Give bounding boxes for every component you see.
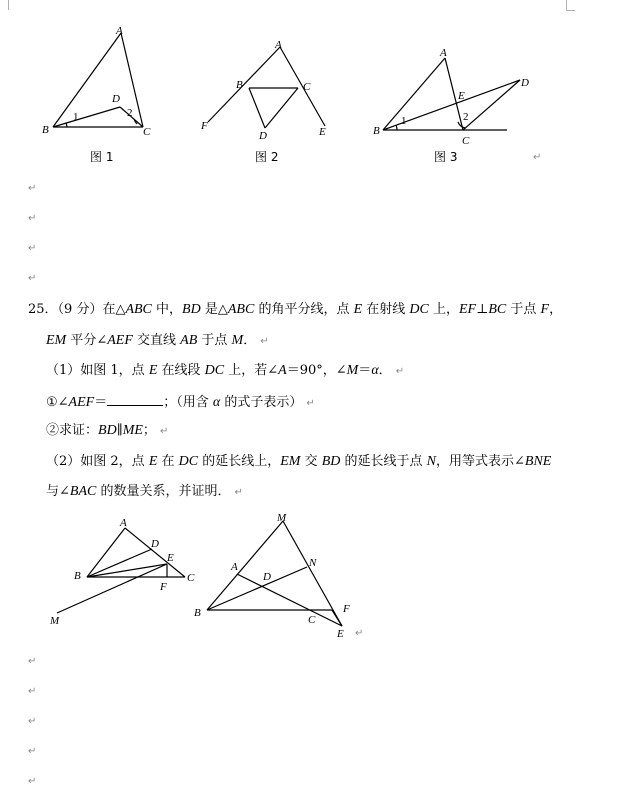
q1-prefix: ①∠	[46, 395, 69, 410]
problem-part-2-cont-text	[46, 484, 231, 499]
figb1-label-d: D	[151, 538, 159, 550]
return-mark: ↵	[28, 716, 37, 727]
text-run: ．	[243, 333, 257, 348]
text-run: ；	[142, 423, 156, 438]
math-var: M	[346, 363, 359, 378]
text-run: 在△	[102, 302, 126, 317]
figb1-label-a: A	[120, 517, 127, 529]
math-var: EM	[280, 454, 301, 469]
math-var: DC	[204, 363, 225, 378]
return-mark: ↵	[28, 776, 37, 787]
return-mark: ↵	[28, 243, 37, 254]
figb1-label-c: C	[187, 572, 195, 584]
figb2-label-b: B	[194, 607, 201, 619]
figb1-label-m: M	[50, 615, 60, 627]
figb2-label-m: M	[277, 512, 287, 524]
math-var: BNE	[524, 454, 552, 469]
math-var: AB	[180, 333, 198, 348]
fig3-label-b: B	[373, 125, 380, 137]
return-mark: ↵	[395, 366, 405, 377]
return-mark: ↵	[260, 336, 269, 347]
figb2-label-a: A	[231, 561, 238, 573]
text-run: ②求证：	[46, 423, 99, 438]
problem-part-2	[46, 454, 551, 470]
text-run: 交	[300, 454, 322, 469]
return-mark: ↵	[234, 487, 243, 498]
page-corner-left	[0, 0, 9, 10]
fig1-label-d: D	[112, 93, 120, 105]
figb2-label-c: C	[308, 614, 316, 626]
text-run: 上，	[428, 302, 459, 317]
fig2-caption: 图 2	[255, 150, 279, 164]
math-var: M	[231, 333, 244, 348]
math-var: BC	[488, 302, 507, 317]
problem-number: 25．	[28, 302, 58, 317]
q1-end: 的式子表示）	[220, 395, 303, 410]
figb2-label-n: N	[309, 557, 317, 569]
math-var: A	[278, 363, 287, 378]
text-run: 在线段	[157, 363, 205, 378]
figb1-label-f: F	[160, 581, 167, 593]
q1-var: AEF	[68, 395, 95, 410]
fig3-angle-2: 2	[463, 111, 469, 123]
q1-alpha: α	[212, 395, 221, 410]
math-var: ABC	[227, 302, 255, 317]
return-mark: ↵	[28, 273, 37, 284]
math-var: EM	[46, 333, 67, 348]
fig2-label-b: B	[236, 79, 243, 91]
math-var: α	[371, 363, 379, 378]
q2-text	[46, 423, 156, 438]
problem-part-1-q2	[46, 423, 168, 440]
figb1-label-b: B	[74, 570, 81, 582]
return-mark: ↵	[306, 398, 315, 409]
math-var: BAC	[69, 484, 97, 499]
problem-score: （9 分）	[57, 302, 103, 317]
q1-suffix: ；（用含	[163, 395, 213, 410]
text-run: 于点	[506, 302, 541, 317]
math-var: E	[148, 363, 158, 378]
return-mark: ↵	[28, 213, 37, 224]
fig2-label-c: C	[303, 81, 311, 93]
math-var: BD	[98, 423, 117, 438]
text-run: 于点	[197, 333, 232, 348]
return-mark: ↵	[159, 426, 169, 437]
math-var: ABC	[125, 302, 152, 317]
figb2-label-f: F	[343, 603, 350, 615]
q1-eq: ＝	[94, 395, 108, 410]
return-mark: ↵	[28, 656, 37, 667]
fig3-angle-1: 1	[401, 115, 407, 127]
math-var: DC	[178, 454, 199, 469]
fig1-label-b: B	[42, 124, 49, 136]
text-run: ＝	[358, 363, 372, 378]
problem-part-1-text	[46, 363, 392, 378]
math-var: F	[540, 302, 550, 317]
problem-part-2-cont	[46, 484, 243, 501]
return-mark: ↵	[533, 152, 542, 163]
math-var: BD	[321, 454, 341, 469]
figb2-label-e: E	[337, 628, 344, 640]
fig2-label-e: E	[319, 126, 326, 138]
figure-1	[40, 20, 170, 145]
fig1-label-c: C	[143, 126, 151, 138]
problem-line-2-text	[46, 333, 256, 348]
math-var: E	[148, 454, 158, 469]
text-run: 是△	[200, 302, 228, 317]
fig3-caption: 图 3	[434, 150, 458, 164]
problem-part-1	[46, 363, 404, 380]
text-run: 上，若∠	[224, 363, 279, 378]
problem-part-2-text	[46, 454, 551, 469]
text-run: 交直线	[132, 333, 181, 348]
text-run: 平分∠	[66, 333, 108, 348]
page-corner-right	[566, 0, 575, 11]
text-run: 的延长线上，	[198, 454, 281, 469]
figb1-label-e: E	[167, 552, 174, 564]
text-run: ＝90°，∠	[286, 363, 347, 378]
figure-bottom-1	[40, 513, 200, 628]
fig1-caption: 图 1	[90, 150, 114, 164]
problem-part-1-q1	[46, 393, 315, 412]
fig3-label-a: A	[440, 47, 447, 59]
return-mark: ↵	[28, 686, 37, 697]
math-var: BD	[182, 302, 201, 317]
text-run: 在	[157, 454, 179, 469]
fig2-label-d: D	[259, 130, 267, 142]
text-run: （1）如图 1，点	[46, 363, 149, 378]
text-run: 的延长线于点	[340, 454, 427, 469]
return-mark: ↵	[355, 628, 364, 639]
problem-line-1-text	[102, 302, 562, 317]
fig1-angle-2: 2	[127, 107, 133, 119]
text-run: 的数量关系，并证明．	[96, 484, 231, 499]
text-run: ，	[549, 302, 563, 317]
fig1-label-a: A	[116, 25, 123, 37]
fig3-label-e: E	[458, 90, 465, 102]
problem-line-1	[28, 302, 562, 318]
figure-bottom-2	[190, 508, 365, 643]
return-mark: ↵	[28, 183, 37, 194]
text-run: ⊥	[476, 302, 489, 317]
fig3-label-d: D	[521, 77, 529, 89]
text-run: 的角平分线，点	[254, 302, 354, 317]
text-run: 与∠	[46, 484, 70, 499]
math-var: ME	[122, 423, 143, 438]
text-run: 在射线	[362, 302, 410, 317]
math-var: DC	[409, 302, 429, 317]
math-var: N	[426, 454, 436, 469]
text-run: （2）如图 2，点	[46, 454, 149, 469]
answer-blank[interactable]	[107, 393, 163, 406]
text-run: ∥	[116, 423, 123, 438]
fig2-label-a: A	[275, 39, 282, 51]
figure-2	[195, 32, 345, 147]
return-mark: ↵	[28, 746, 37, 757]
fig2-label-f: F	[201, 120, 208, 132]
fig3-label-c: C	[462, 135, 470, 147]
math-var: EF	[459, 302, 477, 317]
text-run: ．	[378, 363, 392, 378]
problem-line-2	[46, 333, 269, 350]
math-var: E	[353, 302, 363, 317]
text-run: 中，	[151, 302, 183, 317]
figure-3	[365, 40, 540, 150]
text-run: ，用等式表示∠	[436, 454, 525, 469]
figb2-label-d: D	[263, 571, 271, 583]
fig1-angle-1: 1	[73, 111, 79, 123]
math-var: AEF	[107, 333, 133, 348]
